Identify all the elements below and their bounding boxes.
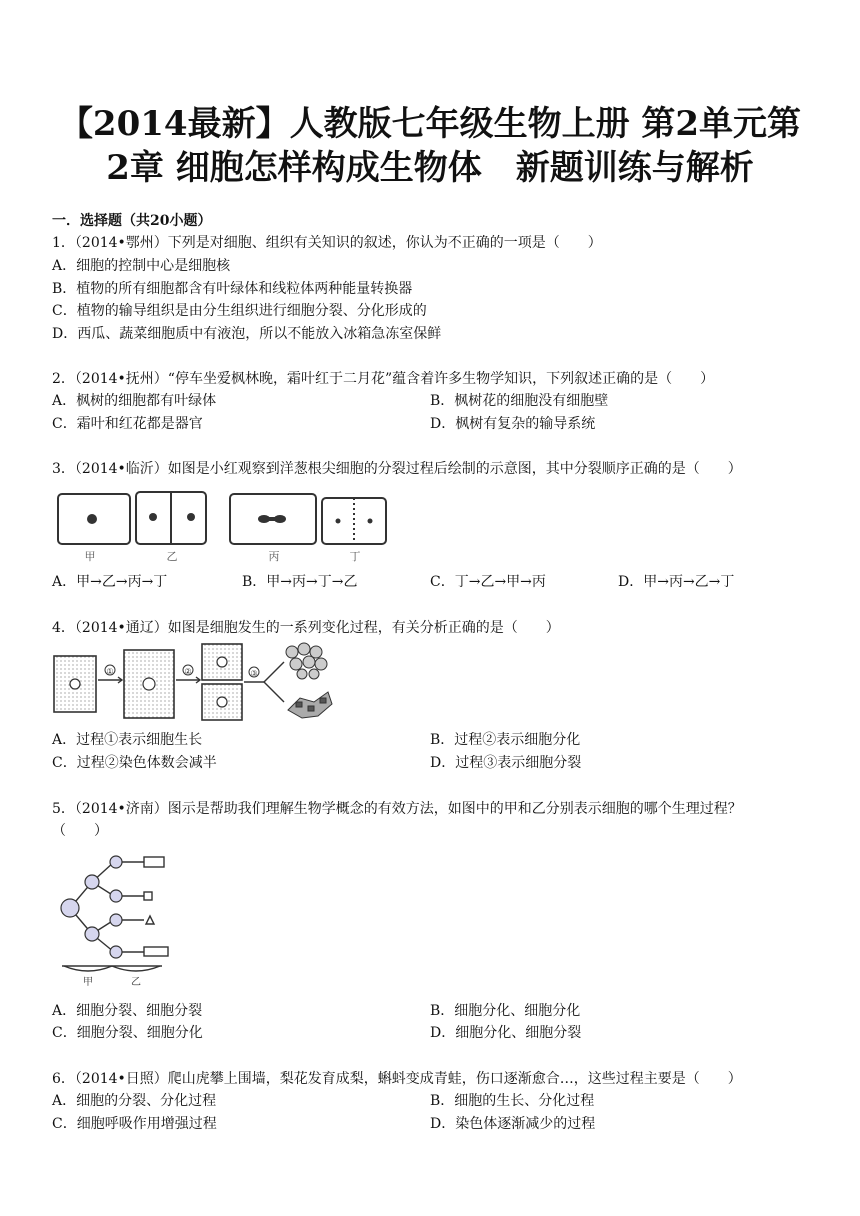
question-6-option-b: B．细胞的生长、分化过程 (430, 1093, 595, 1109)
figure-label-yi-5: 乙 (131, 977, 141, 988)
question-5-option-c: C．细胞分裂、细胞分化 (52, 1025, 203, 1041)
process-3-label: ③ (250, 669, 258, 678)
question-3-option-c: C．丁→乙→甲→丙 (430, 574, 546, 590)
figure-label-ding: 丁 (349, 550, 361, 563)
question-1-option-d: D．西瓜、蔬菜细胞质中有液泡，所以不能放入冰箱急冻室保鲜 (52, 326, 442, 342)
figure-label-jia-5: 甲 (83, 977, 93, 988)
figure-label-bing: 丙 (268, 550, 280, 563)
question-5-option-b: B．细胞分化、细胞分化 (430, 1003, 581, 1019)
question-6-option-d: D．染色体逐渐减少的过程 (430, 1116, 596, 1132)
question-4-stem: 4．（2014•通辽）如图是细胞发生的一系列变化过程，有关分析正确的是（ ） (52, 620, 560, 636)
question-2-option-a: A．枫树的细胞都有叶绿体 (52, 393, 217, 409)
question-6-option-a: A．细胞的分裂、分化过程 (52, 1093, 217, 1109)
figure-label-yi: 乙 (166, 550, 178, 563)
question-2-option-c: C．霜叶和红花都是器官 (52, 416, 203, 432)
question-3-option-d: D．甲→丙→乙→丁 (618, 574, 735, 590)
question-4-option-c: C．过程②染色体数会减半 (52, 755, 217, 771)
question-5-figure (52, 848, 172, 988)
question-5-stem: 5．（2014•济南）图示是帮助我们理解生物学概念的有效方法，如图中的甲和乙分别表示细胞的哪个生理过程？ (52, 801, 742, 817)
document-title-line-1: 【2014最新】人教版七年级生物上册 第2单元第 (58, 104, 802, 144)
question-1-option-a: A．细胞的控制中心是细胞核 (52, 258, 231, 274)
question-4-option-a: A．过程①表示细胞生长 (52, 732, 203, 748)
question-2-option-b: B．枫树花的细胞没有细胞壁 (430, 393, 609, 409)
question-6-option-c: C．细胞呼吸作用增强过程 (52, 1116, 217, 1132)
question-4-option-b: B．过程②表示细胞分化 (430, 732, 581, 748)
question-5-option-a: A．细胞分裂、细胞分裂 (52, 1003, 203, 1019)
question-3-option-a: A．甲→乙→丙→丁 (52, 574, 168, 590)
question-2-option-d: D．枫树有复杂的输导系统 (430, 416, 596, 432)
question-1-option-c: C．植物的输导组织是由分生组织进行细胞分裂、分化形成的 (52, 303, 427, 319)
question-5-option-d: D．细胞分化、细胞分裂 (430, 1025, 582, 1041)
question-3-figure (52, 486, 392, 568)
question-1-option-b: B．植物的所有细胞都含有叶绿体和线粒体两种能量转换器 (52, 281, 413, 297)
question-3-stem: 3．（2014•临沂）如图是小红观察到洋葱根尖细胞的分裂过程后绘制的示意图，其中分裂顺序正确的是（ ） (52, 461, 742, 477)
section-heading: 一．选择题（共20小题） (52, 213, 212, 229)
question-5-stem-continued: （ ） (52, 823, 108, 839)
process-2-label: ② (184, 667, 192, 676)
question-2-stem: 2．（2014•抚州）“停车坐爱枫林晚，霜叶红于二月花”蕴含着许多生物学知识，下列叙述正确的是（ ） (52, 371, 715, 387)
question-3-option-b: B．甲→丙→丁→乙 (242, 574, 358, 590)
document-title-line-2: 2章 细胞怎样构成生物体 新题训练与解析 (106, 148, 754, 188)
question-1-stem: 1．（2014•鄂州）下列是对细胞、组织有关知识的叙述，你认为不正确的一项是（ ） (52, 235, 602, 251)
process-1-label: ① (106, 667, 114, 676)
figure-label-jia: 甲 (84, 550, 96, 563)
question-6-stem: 6．（2014•日照）爬山虎攀上围墙，梨花发育成梨，蝌蚪变成青蛙，伤口逐渐愈合…，这些过程主要是（ ） (52, 1071, 742, 1087)
question-4-option-d: D．过程③表示细胞分裂 (430, 755, 582, 771)
question-4-figure (52, 640, 342, 726)
